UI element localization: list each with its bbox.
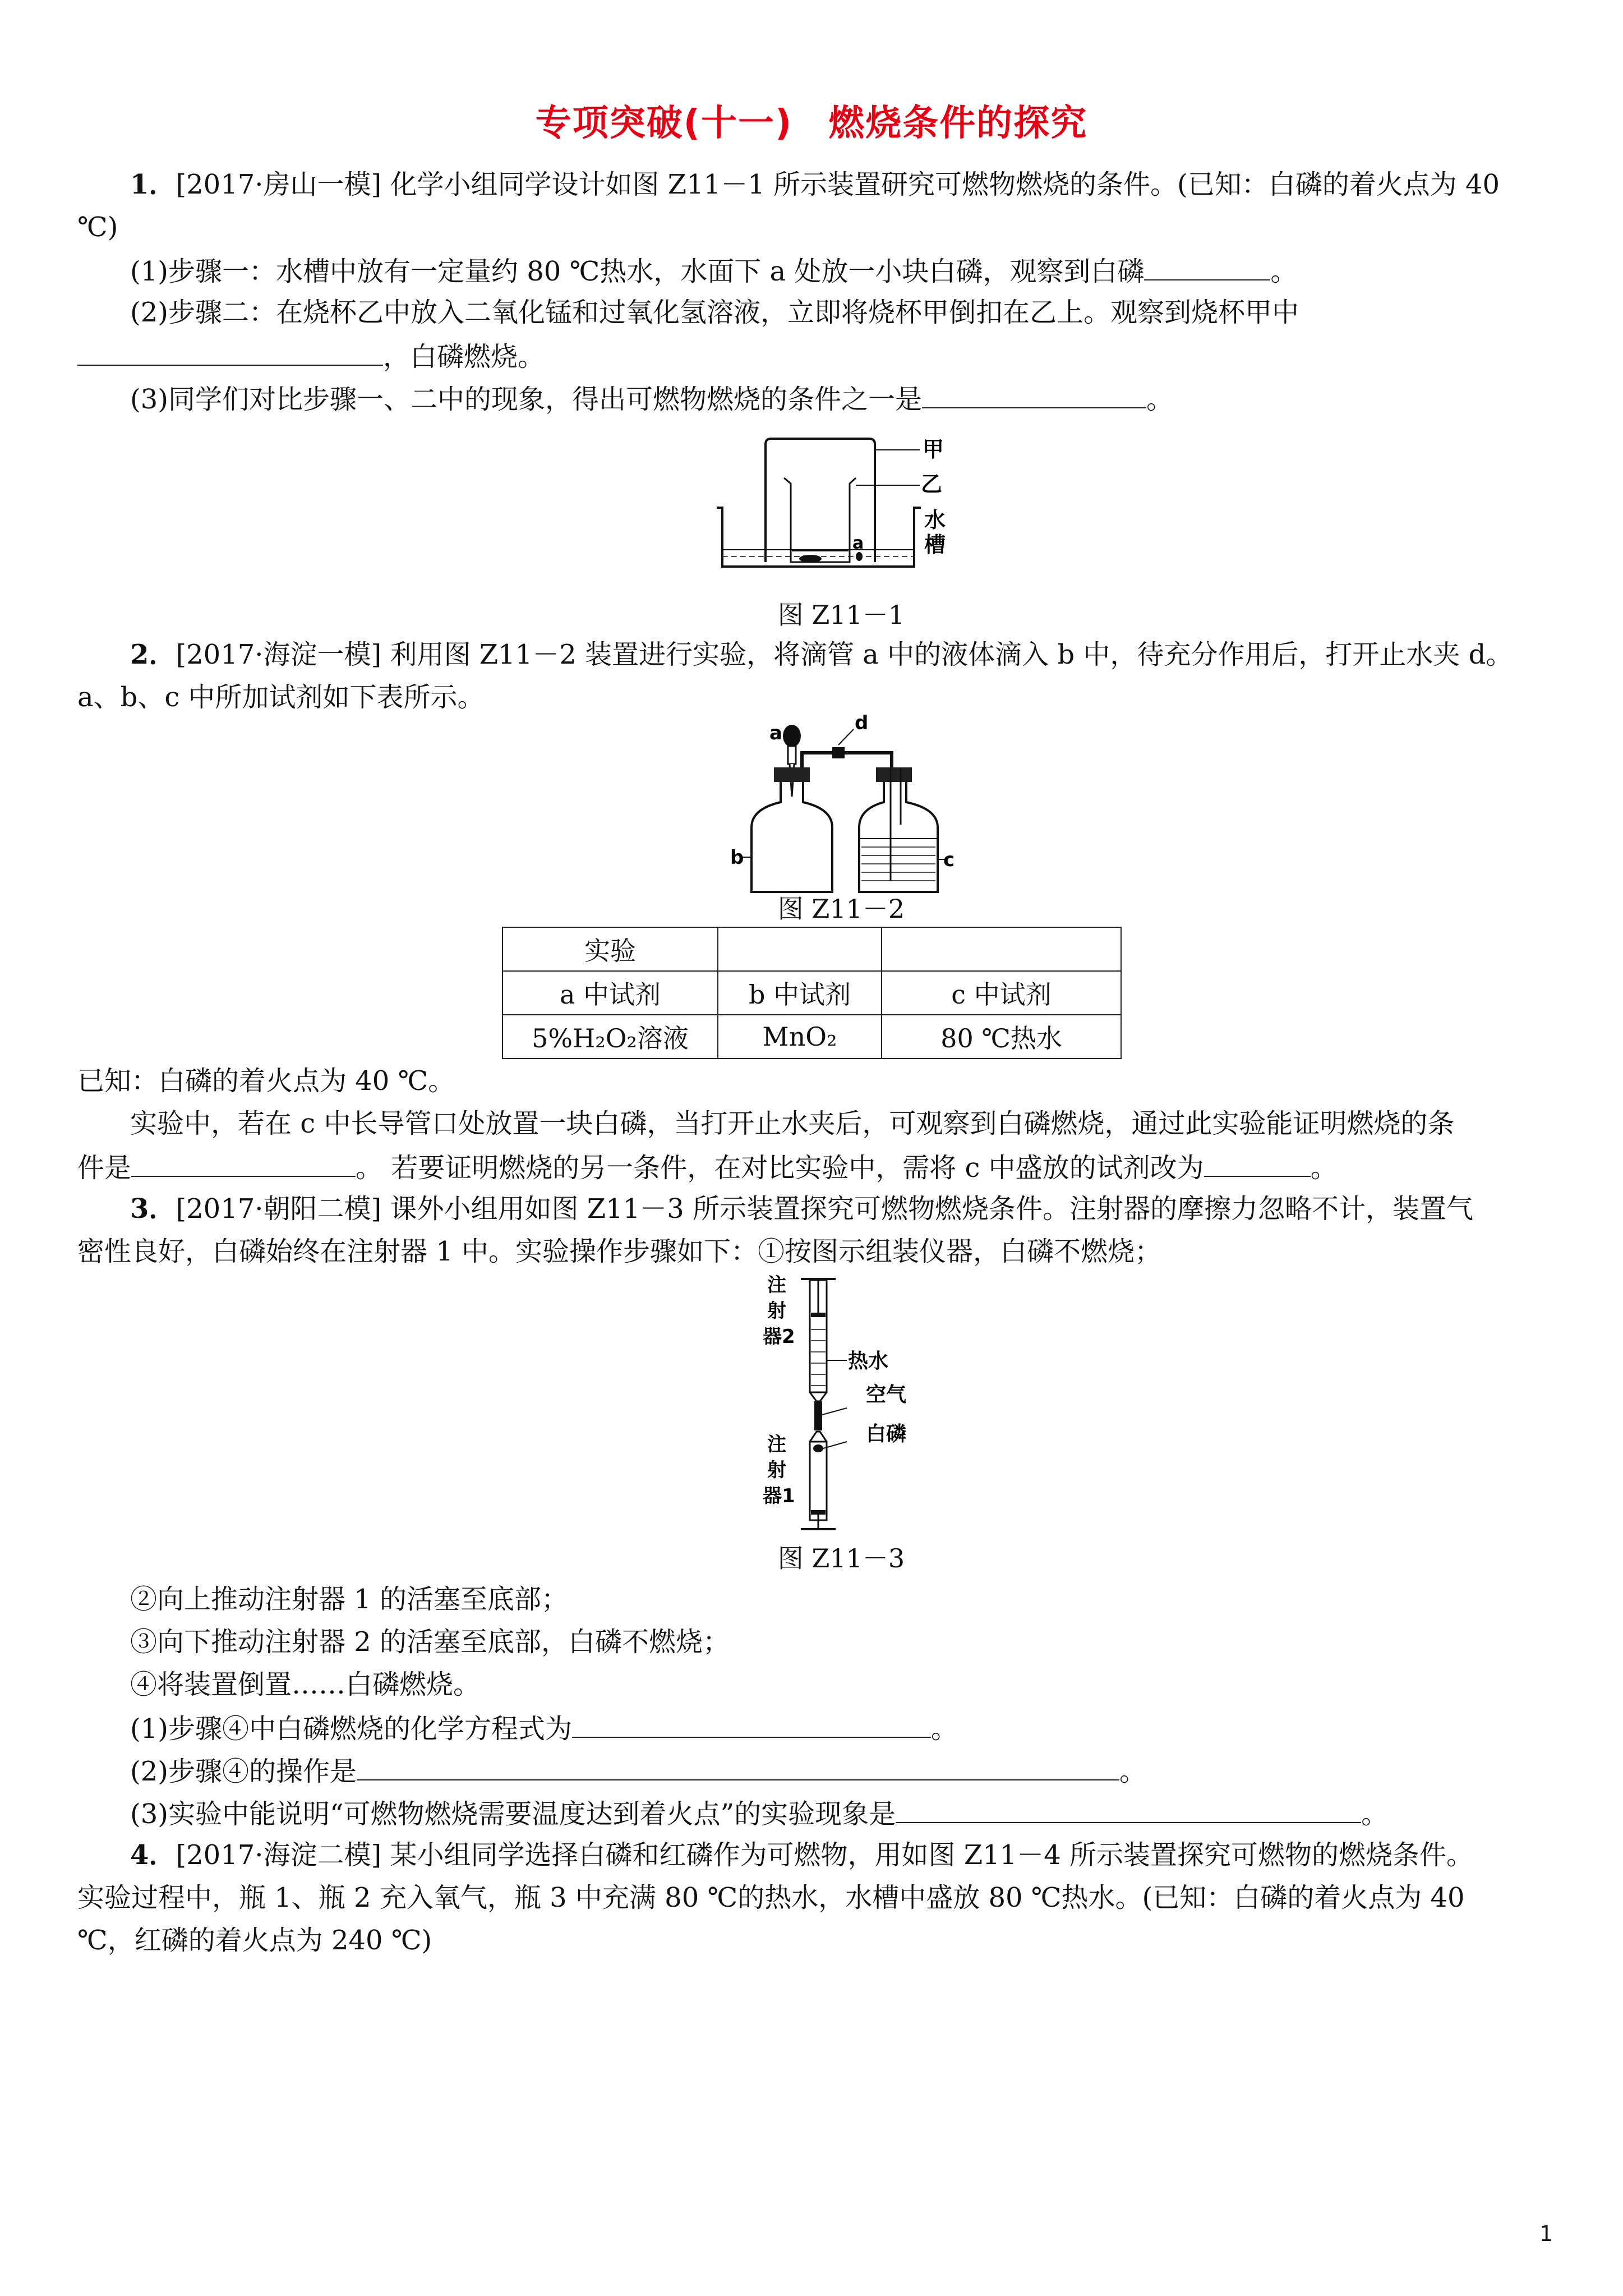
table-cell: b 中试剂 — [718, 971, 882, 1015]
mno2-solid — [799, 555, 822, 563]
stopper-right — [876, 767, 912, 782]
q1-step2-line2 — [77, 339, 545, 373]
page-number: 1 — [1539, 2221, 1553, 2246]
figure-z11-3-apparatus — [763, 1268, 970, 1531]
table-cell: 80 ℃热水 — [882, 1015, 1121, 1059]
answer-blank[interactable] — [1144, 254, 1270, 280]
label-air: 空气 — [866, 1383, 907, 1406]
liquid-c-hatch — [861, 847, 935, 881]
table-cell — [882, 927, 1121, 971]
stopper-left — [774, 767, 810, 782]
q3-number: 3． — [130, 1193, 176, 1225]
plunger1-head — [811, 1510, 826, 1515]
answer-blank[interactable] — [572, 1711, 931, 1738]
dropper-bulb — [783, 725, 801, 747]
label-a: a — [769, 722, 782, 744]
q3-answer1-end: 。 — [931, 1713, 958, 1745]
answer-blank[interactable] — [357, 1754, 1119, 1780]
label-syringe1: 器1 — [763, 1485, 795, 1507]
q2-body-text-c: 。 — [1310, 1152, 1338, 1184]
q3-text: [2017·朝阳二模] 课外小组用如图 Z11－3 所示装置探究可燃物燃烧条件。注射器的摩擦力忽略不计，装置气 — [176, 1193, 1474, 1225]
table-cell — [718, 927, 882, 971]
figure-z11-1-apparatus — [712, 432, 981, 583]
q3-step3: ③向下推动注射器 2 的活塞至底部，白磷不燃烧； — [130, 1626, 730, 1658]
q3-step2: ②向上推动注射器 1 的活塞至底部； — [130, 1584, 569, 1615]
table-cell: MnO₂ — [718, 1015, 882, 1059]
figure-z11-2-apparatus — [729, 712, 953, 898]
figure-caption-1: 图 Z11－1 — [777, 600, 905, 630]
connecting-tube — [802, 753, 892, 767]
label-yi: 乙 — [921, 472, 943, 496]
syringe2-tip — [810, 1392, 827, 1401]
syringe1-tip — [810, 1432, 827, 1442]
page-title — [0, 94, 1623, 146]
q1-step1-text: (1)步骤一：水槽中放有一定量约 80 ℃热水，水面下 a 处放一小块白磷，观察到白磷 — [130, 256, 1145, 287]
label-hot-water: 热水 — [848, 1350, 889, 1373]
q2-known: 已知：白磷的着火点为 40 ℃。 — [77, 1065, 455, 1097]
bottle-c — [859, 782, 938, 892]
table-cell: a 中试剂 — [502, 971, 718, 1015]
q1-step2-end: ，白磷燃烧。 — [383, 341, 545, 372]
q4-text: [2017·海淀二模] 某小组同学选择白磷和红磷作为可燃物，用如图 Z11－4 所示装置探究可燃物的燃烧条件。 — [176, 1839, 1474, 1871]
bottle-b — [751, 782, 832, 892]
q2-line1 — [130, 638, 1513, 671]
leader-d — [838, 729, 854, 745]
white-phosphorus — [856, 552, 863, 561]
label-trough: 槽 — [924, 532, 946, 557]
q1-line1 — [130, 168, 1500, 201]
q1-step3-text: (3)同学们对比步骤一、二中的现象，得出可燃物燃烧的条件之一是 — [130, 384, 922, 415]
label-b: b — [730, 846, 744, 869]
answer-blank[interactable] — [922, 381, 1146, 408]
figure-caption-2: 图 Z11－2 — [777, 894, 905, 924]
hot-water-fill — [811, 1329, 826, 1386]
q2-text: [2017·海淀一模] 利用图 Z11－2 装置进行实验，将滴管 a 中的液体滴入 b 中，待充分作用后，打开止水夹 d。 — [176, 639, 1513, 670]
table-cell: c 中试剂 — [882, 971, 1121, 1015]
table-row — [502, 1015, 1121, 1059]
q4-line1 — [130, 1839, 1473, 1871]
q1-number: 1． — [130, 169, 176, 200]
clamp-d — [832, 747, 845, 758]
q3-answer2-text: (2)步骤④的操作是 — [130, 1756, 357, 1787]
q1-step2-line1: (2)步骤二：在烧杯乙中放入二氧化锰和过氧化氢溶液，立即将烧杯甲倒扣在乙上。观察到烧杯甲中 — [130, 297, 1299, 328]
title-sub: 燃烧条件的探究 — [828, 103, 1088, 144]
table-cell: 实验 — [502, 927, 718, 971]
q1-step1 — [130, 254, 1297, 288]
q3-line2: 密性良好，白磷始终在注射器 1 中。实验操作步骤如下：①按图示组装仪器，白磷不燃烧； — [77, 1236, 1162, 1267]
dropper-neck — [788, 746, 796, 764]
q1-step3 — [130, 381, 1173, 416]
table-cell: 5%H₂O₂溶液 — [502, 1015, 718, 1059]
q3-step4: ④将装置倒置……白磷燃烧。 — [130, 1669, 481, 1700]
q3-answer2 — [130, 1754, 1146, 1788]
label-a: a — [852, 533, 864, 553]
label-jia: 甲 — [923, 437, 944, 462]
q3-answer3-text: (3)实验中能说明“可燃物燃烧需要温度达到着火点”的实验现象是 — [130, 1798, 896, 1830]
answer-blank[interactable] — [1204, 1150, 1311, 1177]
q1-step3-end: 。 — [1146, 384, 1174, 415]
label-d: d — [855, 712, 869, 734]
answer-blank[interactable] — [131, 1150, 356, 1177]
answer-blank[interactable] — [896, 1796, 1361, 1823]
plunger2-head — [811, 1313, 826, 1317]
answer-blank[interactable] — [77, 339, 383, 366]
label-c: c — [943, 849, 955, 871]
q1-text: [2017·房山一模] 化学小组同学设计如图 Z11－1 所示装置研究可燃物燃烧的条件。(已知：白磷的着火点为 40 — [176, 169, 1500, 200]
q2-line2: a、b、c 中所加试剂如下表所示。 — [77, 682, 485, 713]
label-syringe2: 射 — [767, 1300, 786, 1322]
connector — [814, 1401, 822, 1430]
q3-answer3-end: 。 — [1361, 1798, 1389, 1830]
q1-line2: ℃) — [77, 211, 118, 243]
label-syringe1: 注 — [767, 1433, 786, 1456]
q2-body-text-b: 。 若要证明燃烧的另一条件，在对比实验中，需将 c 中盛放的试剂改为 — [356, 1152, 1204, 1184]
label-syringe1: 射 — [767, 1459, 786, 1481]
q2-number: 2． — [130, 639, 176, 670]
label-water: 水 — [924, 508, 946, 532]
label-syringe2: 注 — [767, 1274, 786, 1296]
q3-answer3 — [130, 1796, 1388, 1830]
table-row — [502, 971, 1121, 1015]
q3-line1 — [130, 1193, 1473, 1225]
leader-air — [822, 1408, 847, 1415]
table-row — [502, 927, 1121, 971]
q3-answer1-text: (1)步骤④中白磷燃烧的化学方程式为 — [130, 1713, 572, 1745]
q3-answer1 — [130, 1711, 958, 1745]
figure-caption-3: 图 Z11－3 — [777, 1543, 905, 1573]
q1-step1-end: 。 — [1270, 256, 1298, 287]
q4-line3: ℃，红磷的着火点为 240 ℃) — [77, 1925, 432, 1956]
q2-body-line1: 实验中，若在 c 中长导管口处放置一块白磷，当打开止水夹后，可观察到白磷燃烧，通过此实验能证明燃烧的条 — [130, 1108, 1455, 1139]
reagent-table — [502, 927, 1122, 1059]
q4-number: 4． — [130, 1839, 176, 1871]
q2-body-line2 — [77, 1150, 1338, 1184]
q2-body-text-a: 件是 — [77, 1152, 132, 1184]
title-main: 专项突破(十一) — [535, 103, 793, 144]
label-white-phosphorus: 白磷 — [866, 1423, 907, 1446]
q3-answer2-end: 。 — [1119, 1756, 1147, 1787]
q4-line2: 实验过程中，瓶 1、瓶 2 充入氧气，瓶 3 中充满 80 ℃的热水，水槽中盛放 80 ℃热水。(已知：白磷的着火点为 40 — [77, 1882, 1465, 1913]
syringe1-barrel — [810, 1442, 827, 1520]
label-syringe2: 器2 — [763, 1326, 795, 1348]
white-phosphorus — [813, 1444, 823, 1452]
